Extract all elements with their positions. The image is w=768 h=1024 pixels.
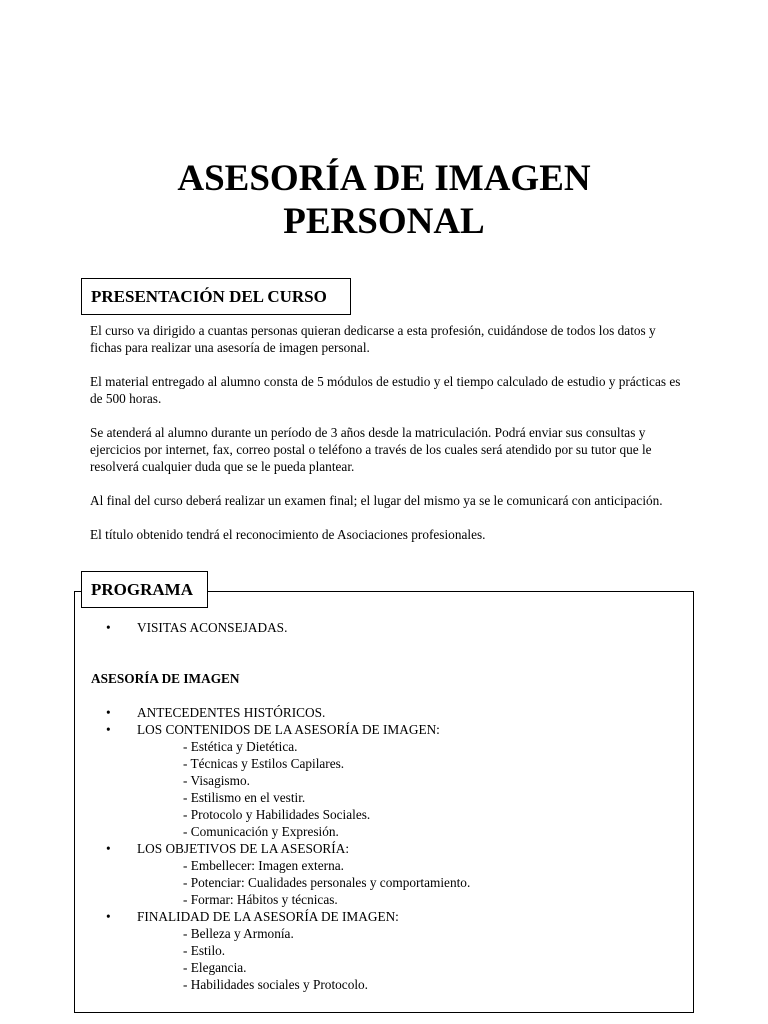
program-bullet-item bbox=[91, 721, 681, 738]
intro-paragraph: Se atenderá al alumno durante un período de 3 años desde la matriculación. Podrá enviar sus consultas y ejercicios por internet, fax, correo postal o teléfono a través de los cuales será atendido por su tutor que le resolverá cualquier duda que se le pueda plantear. bbox=[90, 425, 652, 474]
bullet-label: ANTECEDENTES HISTÓRICOS. bbox=[137, 705, 326, 720]
bullet-marker: • bbox=[106, 722, 111, 737]
program-sub-item: - Técnicas y Estilos Capilares. bbox=[183, 756, 345, 771]
program-section-title: ASESORÍA DE IMAGEN bbox=[91, 671, 240, 686]
program-sub-item: - Estilo. bbox=[183, 943, 226, 958]
programa-heading: PROGRAMA bbox=[81, 571, 208, 608]
title-line: ASESORÍA DE IMAGEN bbox=[177, 158, 591, 199]
document-title bbox=[0, 157, 768, 243]
bullet-marker: • bbox=[106, 705, 111, 720]
program-sub-item: - Protocolo y Habilidades Sociales. bbox=[183, 807, 371, 822]
title-line: PERSONAL bbox=[283, 201, 485, 242]
intro-paragraph: Al final del curso deberá realizar un examen final; el lugar del mismo ya se le comunicará con anticipación. bbox=[90, 493, 663, 508]
program-sub-item: - Habilidades sociales y Protocolo. bbox=[183, 977, 369, 992]
program-sub-item: - Estética y Dietética. bbox=[183, 739, 298, 754]
program-bullet-item bbox=[91, 840, 681, 857]
program-bullet-item bbox=[91, 704, 681, 721]
bullet-label: VISITAS ACONSEJADAS. bbox=[137, 620, 288, 635]
intro-paragraph: El título obtenido tendrá el reconocimiento de Asociaciones profesionales. bbox=[90, 527, 486, 542]
program-bullet-item bbox=[91, 908, 681, 925]
intro-paragraph: El curso va dirigido a cuantas personas quieran dedicarse a esta profesión, cuidándose de todos los datos y fichas para realizar una asesoría de imagen personal. bbox=[90, 323, 656, 355]
intro-paragraph: El material entregado al alumno consta de 5 módulos de estudio y el tiempo calculado de estudio y prácticas es de 500 horas. bbox=[90, 374, 681, 406]
bullet-label: LOS OBJETIVOS DE LA ASESORÍA: bbox=[137, 841, 350, 856]
bullet-label: LOS CONTENIDOS DE LA ASESORÍA DE IMAGEN: bbox=[137, 722, 440, 737]
programa-content bbox=[91, 619, 681, 993]
bullet-label: FINALIDAD DE LA ASESORÍA DE IMAGEN: bbox=[137, 909, 399, 924]
bullet-marker: • bbox=[106, 841, 111, 856]
program-sub-item: - Belleza y Armonía. bbox=[183, 926, 294, 941]
presentacion-heading: PRESENTACIÓN DEL CURSO bbox=[81, 278, 351, 315]
program-sub-item: - Elegancia. bbox=[183, 960, 247, 975]
program-sub-item: - Comunicación y Expresión. bbox=[183, 824, 339, 839]
bullet-marker: • bbox=[106, 909, 111, 924]
program-sub-item: - Formar: Hábitos y técnicas. bbox=[183, 892, 338, 907]
bullet-marker: • bbox=[106, 620, 111, 635]
program-sub-item: - Estilismo en el vestir. bbox=[183, 790, 306, 805]
program-sub-item: - Visagismo. bbox=[183, 773, 250, 788]
program-sub-item: - Embellecer: Imagen externa. bbox=[183, 858, 344, 873]
program-sub-item: - Potenciar: Cualidades personales y comportamiento. bbox=[183, 875, 471, 890]
program-bullet-item bbox=[91, 619, 681, 636]
presentacion-section bbox=[90, 322, 686, 560]
